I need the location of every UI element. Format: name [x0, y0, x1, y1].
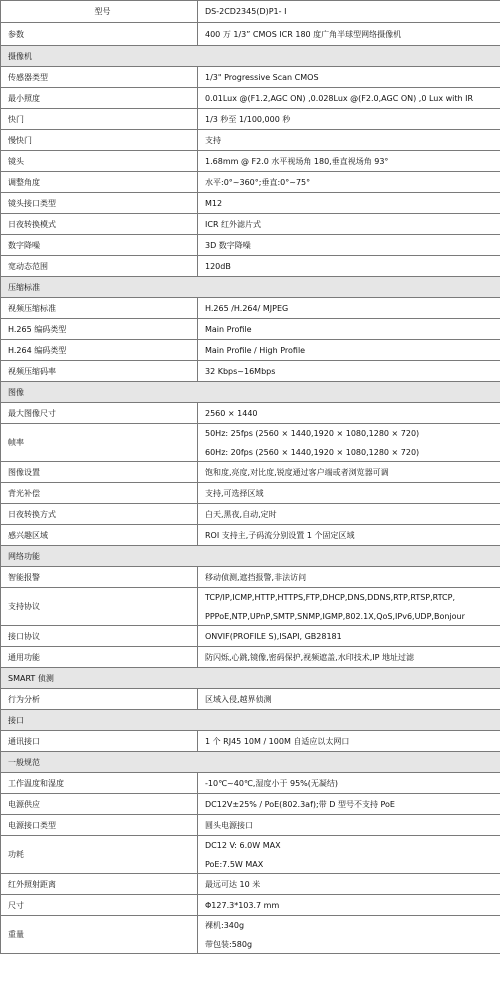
spec-value-line: 60Hz: 20fps (2560 × 1440,1920 × 1080,1280 × 720)	[205, 447, 420, 457]
spec-value	[198, 773, 500, 794]
spec-label: 感兴趣区域	[1, 525, 198, 546]
spec-label: 智能报警	[1, 567, 198, 588]
spec-label: 日夜转换方式	[1, 504, 198, 525]
spec-row	[1, 235, 500, 256]
spec-value	[198, 67, 500, 88]
spec-row	[1, 874, 500, 895]
spec-value-line: DC12V±25% / PoE(802.3af);带 D 型号不支持 PoE	[205, 799, 395, 809]
spec-value-line: 1.68mm @ F2.0 水平视场角 180,垂直视场角 93°	[205, 156, 389, 166]
spec-row	[1, 794, 500, 815]
spec-label: 镜头接口类型	[1, 193, 198, 214]
model-value: DS-2CD2345(D)P1- I	[198, 1, 500, 23]
spec-value-line: 1/3 秒至 1/100,000 秒	[205, 114, 291, 124]
spec-value-line: 1/3" Progressive Scan CMOS	[205, 72, 319, 82]
spec-value	[198, 588, 500, 626]
spec-value-line: 饱和度,亮度,对比度,锐度通过客户端或者浏览器可调	[205, 467, 389, 477]
spec-label: 快门	[1, 109, 198, 130]
spec-value-line: 移动侦测,遮挡报警,非法访问	[205, 572, 307, 582]
spec-value	[198, 689, 500, 710]
spec-value-line: 最远可达 10 米	[205, 879, 261, 889]
spec-label: 支持协议	[1, 588, 198, 626]
spec-label: 电源接口类型	[1, 815, 198, 836]
section-header	[1, 752, 500, 773]
spec-value	[198, 151, 500, 172]
spec-value-line: ONVIF(PROFILE S),ISAPI, GB28181	[205, 631, 342, 641]
spec-row	[1, 895, 500, 916]
spec-row	[1, 689, 500, 710]
spec-value-line: PoE:7.5W MAX	[205, 859, 264, 869]
section-header	[1, 710, 500, 731]
spec-value	[198, 895, 500, 916]
model-label: 型号	[1, 1, 198, 23]
spec-value-line: 2560 × 1440	[205, 408, 258, 418]
param-row	[1, 23, 500, 46]
spec-label: 接口协议	[1, 626, 198, 647]
spec-value	[198, 916, 500, 954]
spec-row	[1, 647, 500, 668]
spec-value-line: 3D 数字降噪	[205, 240, 251, 250]
spec-value	[198, 504, 500, 525]
spec-value	[198, 794, 500, 815]
spec-row	[1, 67, 500, 88]
spec-value	[198, 424, 500, 462]
section-header	[1, 382, 500, 403]
spec-row	[1, 567, 500, 588]
spec-value-line: -10℃~40℃,湿度小于 95%(无凝结)	[205, 778, 339, 788]
param-label: 参数	[1, 23, 198, 46]
spec-value-line: 120dB	[205, 261, 231, 271]
spec-value-line: H.265 /H.264/ MJPEG	[205, 303, 289, 313]
spec-row	[1, 483, 500, 504]
spec-value-line: 0.01Lux @(F1.2,AGC ON) ,0.028Lux @(F2.0,AGC ON) ,0 Lux with IR	[205, 93, 474, 103]
spec-value	[198, 626, 500, 647]
spec-value-line: 防闪烁,心跳,镜像,密码保护,视频遮盖,水印技术,IP 地址过滤	[205, 652, 414, 662]
spec-label: 传感器类型	[1, 67, 198, 88]
section-title: 摄像机	[1, 46, 500, 67]
section-header	[1, 546, 500, 567]
spec-value	[198, 235, 500, 256]
spec-row	[1, 214, 500, 235]
spec-value-line: 水平:0°~360°;垂直:0°~75°	[205, 177, 311, 187]
spec-row	[1, 319, 500, 340]
spec-value-line: 支持,可选择区域	[205, 488, 264, 498]
spec-label: H.265 编码类型	[1, 319, 198, 340]
section-title: 接口	[1, 710, 500, 731]
spec-label: 工作温度和湿度	[1, 773, 198, 794]
spec-value-line: DC12 V: 6.0W MAX	[205, 840, 281, 850]
section-title: SMART 侦测	[1, 668, 500, 689]
spec-value	[198, 647, 500, 668]
spec-label: 通讯接口	[1, 731, 198, 752]
spec-row	[1, 626, 500, 647]
spec-label: 镜头	[1, 151, 198, 172]
spec-value	[198, 214, 500, 235]
spec-table-body	[1, 1, 500, 954]
spec-row	[1, 424, 500, 462]
spec-row	[1, 504, 500, 525]
spec-value-line: 圆头电源接口	[205, 820, 253, 830]
spec-value	[198, 815, 500, 836]
spec-value-line: 50Hz: 25fps (2560 × 1440,1920 × 1080,1280 × 720)	[205, 428, 420, 438]
spec-row	[1, 361, 500, 382]
spec-value-line: TCP/IP,ICMP,HTTP,HTTPS,FTP,DHCP,DNS,DDNS,RTP,RTSP,RTCP,	[205, 592, 455, 602]
spec-value	[198, 88, 500, 109]
spec-value-line: Main Profile	[205, 324, 252, 334]
spec-value	[198, 361, 500, 382]
spec-row	[1, 403, 500, 424]
spec-label: 图像设置	[1, 462, 198, 483]
spec-value	[198, 298, 500, 319]
spec-row	[1, 151, 500, 172]
spec-value-line: M12	[205, 198, 223, 208]
spec-row	[1, 731, 500, 752]
spec-label: 红外照射距离	[1, 874, 198, 895]
spec-row	[1, 836, 500, 874]
spec-value	[198, 483, 500, 504]
spec-value	[198, 172, 500, 193]
spec-row	[1, 130, 500, 151]
section-title: 压缩标准	[1, 277, 500, 298]
spec-label: 尺寸	[1, 895, 198, 916]
spec-row	[1, 88, 500, 109]
section-header	[1, 668, 500, 689]
spec-value	[198, 130, 500, 151]
spec-row	[1, 815, 500, 836]
spec-row	[1, 525, 500, 546]
spec-label: 行为分析	[1, 689, 198, 710]
spec-row	[1, 256, 500, 277]
spec-row	[1, 340, 500, 361]
spec-row	[1, 298, 500, 319]
spec-label: 日夜转换模式	[1, 214, 198, 235]
spec-value	[198, 193, 500, 214]
spec-row	[1, 916, 500, 954]
section-title: 一般规范	[1, 752, 500, 773]
spec-value-line: ICR 红外滤片式	[205, 219, 262, 229]
spec-label: 数字降噪	[1, 235, 198, 256]
spec-label: 背光补偿	[1, 483, 198, 504]
spec-value-line: 裸机:340g	[205, 920, 245, 930]
spec-row	[1, 172, 500, 193]
spec-value-line: 区域入侵,越界侦测	[205, 694, 272, 704]
param-value: 400 万 1/3” CMOS ICR 180 度广角半球型网络摄像机	[198, 23, 500, 46]
spec-value-line: 带包装:580g	[205, 939, 253, 949]
spec-value	[198, 874, 500, 895]
spec-label: H.264 编码类型	[1, 340, 198, 361]
spec-row	[1, 109, 500, 130]
section-title: 网络功能	[1, 546, 500, 567]
spec-value	[198, 403, 500, 424]
spec-label: 帧率	[1, 424, 198, 462]
spec-value-line: Φ127.3*103.7 mm	[205, 900, 280, 910]
model-row	[1, 1, 500, 23]
spec-label: 最小照度	[1, 88, 198, 109]
spec-label: 通用功能	[1, 647, 198, 668]
spec-value-line: PPPoE,NTP,UPnP,SMTP,SNMP,IGMP,802.1X,QoS,IPv6,UDP,Bonjour	[205, 611, 465, 621]
section-header	[1, 46, 500, 67]
spec-row	[1, 588, 500, 626]
spec-value	[198, 256, 500, 277]
spec-label: 重量	[1, 916, 198, 954]
spec-label: 宽动态范围	[1, 256, 198, 277]
spec-value-line: ROI 支持主,子码流分别设置 1 个固定区域	[205, 530, 355, 540]
spec-value	[198, 109, 500, 130]
section-header	[1, 277, 500, 298]
spec-label: 视频压缩码率	[1, 361, 198, 382]
spec-value	[198, 462, 500, 483]
spec-value	[198, 836, 500, 874]
spec-row	[1, 462, 500, 483]
spec-label: 功耗	[1, 836, 198, 874]
spec-label: 慢快门	[1, 130, 198, 151]
spec-label: 调整角度	[1, 172, 198, 193]
spec-value-line: Main Profile / High Profile	[205, 345, 306, 355]
spec-value-line: 支持	[205, 135, 221, 145]
spec-value-line: 32 Kbps~16Mbps	[205, 366, 276, 376]
spec-value-line: 白天,黑夜,自动,定时	[205, 509, 277, 519]
spec-label: 视频压缩标准	[1, 298, 198, 319]
spec-label: 电源供应	[1, 794, 198, 815]
spec-value	[198, 340, 500, 361]
spec-value	[198, 731, 500, 752]
section-title: 图像	[1, 382, 500, 403]
spec-value	[198, 525, 500, 546]
spec-row	[1, 193, 500, 214]
spec-value	[198, 567, 500, 588]
spec-value-line: 1 个 RJ45 10M / 100M 自适应以太网口	[205, 736, 350, 746]
spec-label: 最大图像尺寸	[1, 403, 198, 424]
spec-row	[1, 773, 500, 794]
spec-value	[198, 319, 500, 340]
